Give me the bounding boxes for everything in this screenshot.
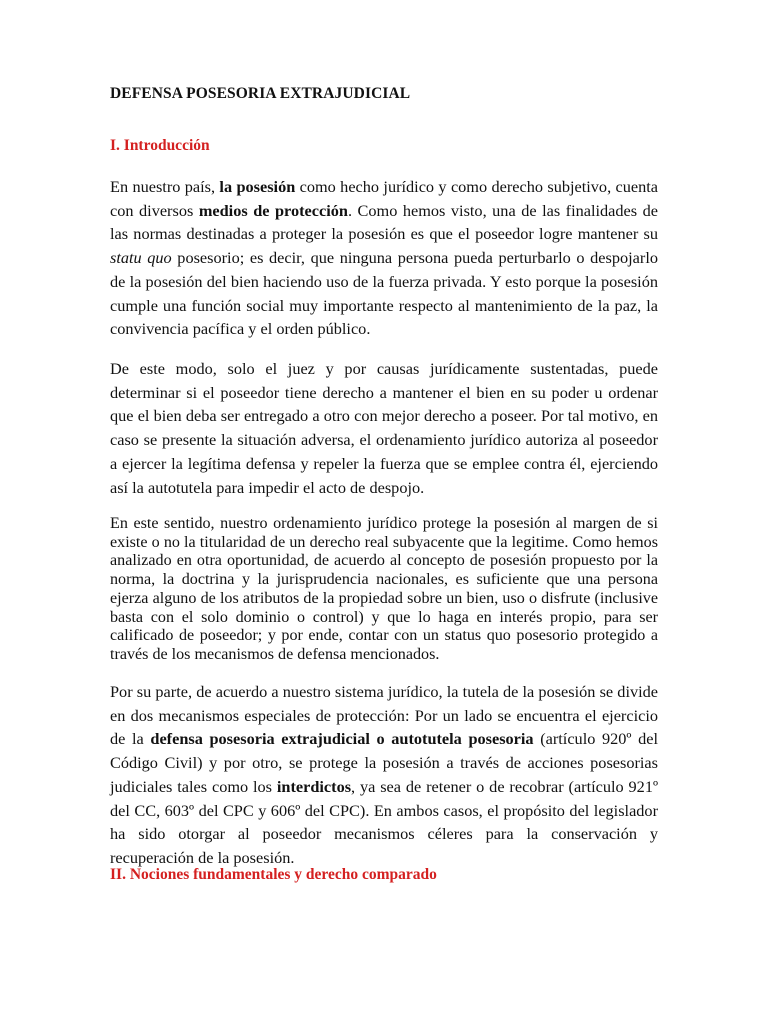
paragraph-4-text: , ya sea de retener o de recobrar (artículo 921º del CC, 603º del CPC y 606º del CPC). En ambos casos, el propósito del legislador ha sido otorgar al poseedor mecanismos céleres para la conservación y recuperación de la posesión.: [110, 776, 659, 867]
section-heading-introduccion: I. Introducción: [110, 137, 210, 154]
paragraph-4-text: (artículo 920º del Código Civil) y por otro, se protege la posesión a través de acciones posesorias judiciales tales como los: [110, 729, 658, 796]
paragraph-4-text: Por su parte, de acuerdo a nuestro sistema jurídico, la tutela de la posesión se divide en dos mecanismos especiales de protección: Por un lado se encuentra el ejercicio de la: [110, 682, 658, 749]
paragraph-1: [110, 175, 658, 341]
emphasis-medios-de-proteccion: medios de protección: [198, 200, 348, 220]
paragraph-2: De este modo, solo el juez y por causas jurídicamente sustentadas, puede determinar si el poseedor tiene derecho a mantener el bien en su poder u ordenar que el bien deba ser entregado a otro con mejor derecho a poseer. Por tal motivo, en caso se presente la situación adversa, el ordenamiento jurídico autoriza al poseedor a ejercer la legítima defensa y repeler la fuerza que se emplee contra él, ejerciendo así la autotutela para impedir el acto de despojo.: [110, 359, 658, 497]
paragraph-1-text: . Como hemos visto, una de las finalidades de las normas destinadas a proteger la posesión es que el poseedor logre mantener su: [110, 200, 659, 244]
paragraph-4: [110, 680, 658, 870]
emphasis-la-posesion: la posesión: [219, 177, 296, 196]
paragraph-3: En este sentido, nuestro ordenamiento jurídico protege la posesión al margen de si existe o no la titularidad de un derecho real subyacente que la legitime. Como hemos analizado en otra oportunidad, de acuerdo al concepto de posesión propuesto por la norma, la doctrina y la jurisprudencia nacionales, es suficiente que una persona ejerza alguno de los atributos de la propiedad sobre un bien, uso o disfrute (inclusive basta con el solo dominio o control) y que lo haga en interés propio, para ser calificado de poseedor; y por ende, contar con un status quo posesorio protegido a través de los mecanismos de defensa mencionados.: [110, 515, 658, 663]
section-heading-nociones: II. Nociones fundamentales y derecho comparado: [110, 866, 437, 883]
emphasis-statu-quo: statu quo: [110, 248, 172, 268]
emphasis-defensa-posesoria: defensa posesoria extrajudicial o autotutela posesoria: [150, 729, 534, 749]
paragraph-1-text: En nuestro país,: [110, 177, 220, 196]
paragraph-1-text: posesorio; es decir, que ninguna persona pueda perturbarlo o despojarlo de la posesión del bien haciendo uso de la fuerza privada. Y esto porque la posesión cumple una función social muy importante respecto al mantenimiento de la paz, la convivencia pacífica y el orden público.: [110, 248, 658, 339]
emphasis-interdictos: interdictos: [276, 776, 352, 796]
document-title: DEFENSA POSESORIA EXTRAJUDICIAL: [110, 85, 411, 102]
paragraph-1-text: como hecho jurídico y como derecho subjetivo, cuenta con diversos: [110, 177, 658, 220]
